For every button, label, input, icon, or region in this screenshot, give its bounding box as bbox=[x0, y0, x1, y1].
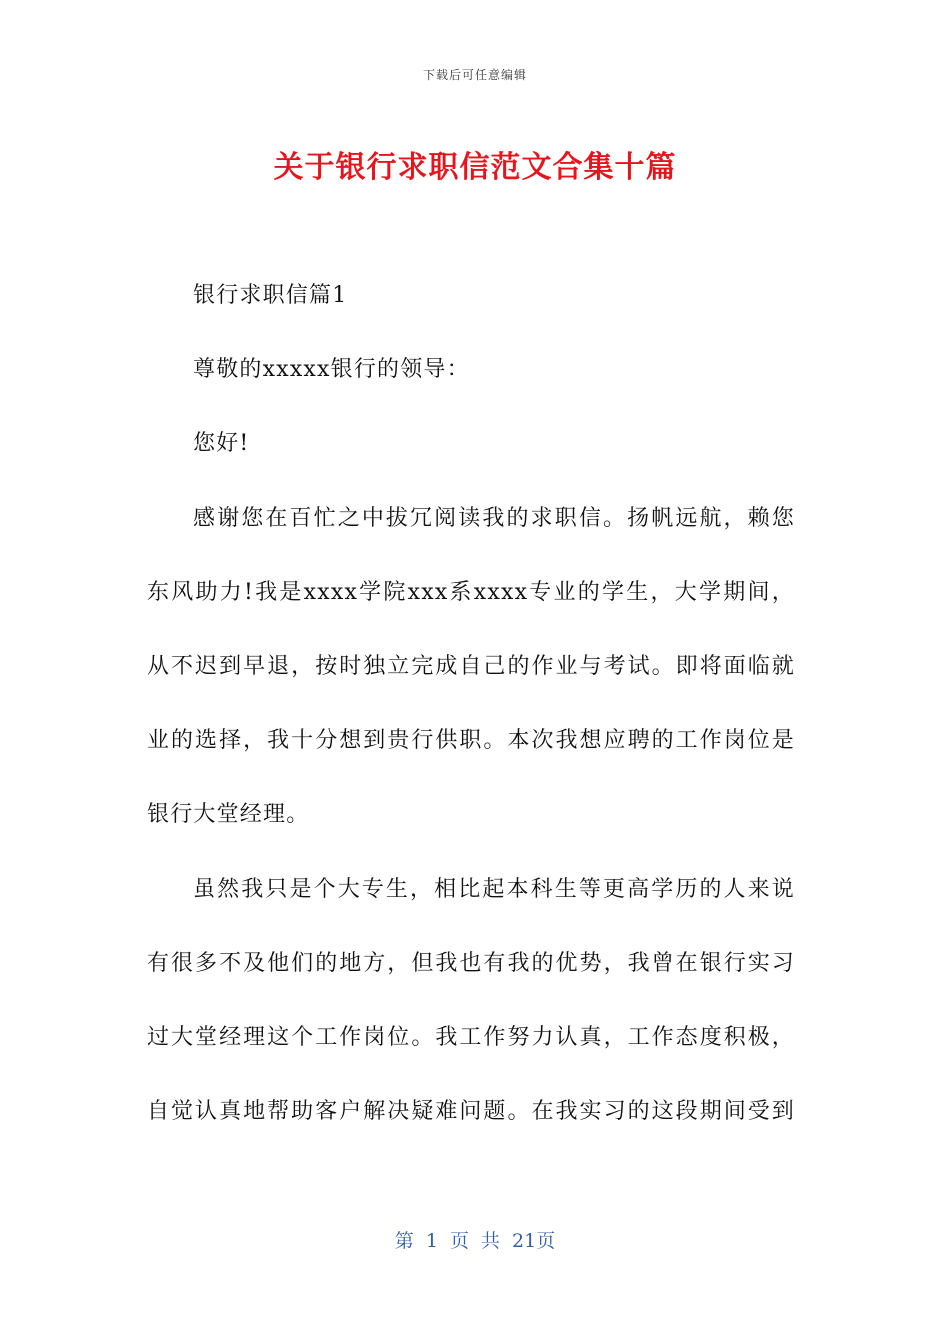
greeting: 您好! bbox=[193, 431, 250, 457]
page-number-footer: 第 1 页 共 21页 bbox=[394, 1230, 556, 1252]
paragraph-line: 虽然我只是个大专生，相比起本科生等更高学历的人来说 bbox=[193, 876, 795, 902]
header-note: 下载后可任意编辑 bbox=[422, 68, 527, 82]
section-heading: 银行求职信篇1 bbox=[193, 283, 348, 308]
paragraph-line: 感谢您在百忙之中拔冗阅读我的求职信。扬帆远航，赖您 bbox=[193, 505, 795, 531]
document-body bbox=[147, 278, 795, 1168]
salutation: 尊敬的xxxxx银行的领导： bbox=[193, 357, 470, 383]
paragraph-line: 有很多不及他们的地方，但我也有我的优势，我曾在银行实习 bbox=[147, 950, 795, 976]
paragraph-line: 从不迟到早退，按时独立完成自己的作业与考试。即将面临就 bbox=[147, 653, 795, 679]
paragraph-line: 银行大堂经理。 bbox=[147, 802, 310, 828]
paragraph-line: 业的选择，我十分想到贵行供职。本次我想应聘的工作岗位是 bbox=[147, 728, 795, 754]
document-title: 关于银行求职信范文合集十篇 bbox=[273, 150, 677, 185]
paragraph-line: 自觉认真地帮助客户解决疑难问题。在我实习的这段期间受到 bbox=[147, 1099, 795, 1125]
paragraph-line: 过大堂经理这个工作岗位。我工作努力认真，工作态度积极， bbox=[147, 1024, 795, 1050]
paragraph-line: 东风助力!我是xxxx学院xxx系xxxx专业的学生，大学期间， bbox=[147, 579, 795, 605]
